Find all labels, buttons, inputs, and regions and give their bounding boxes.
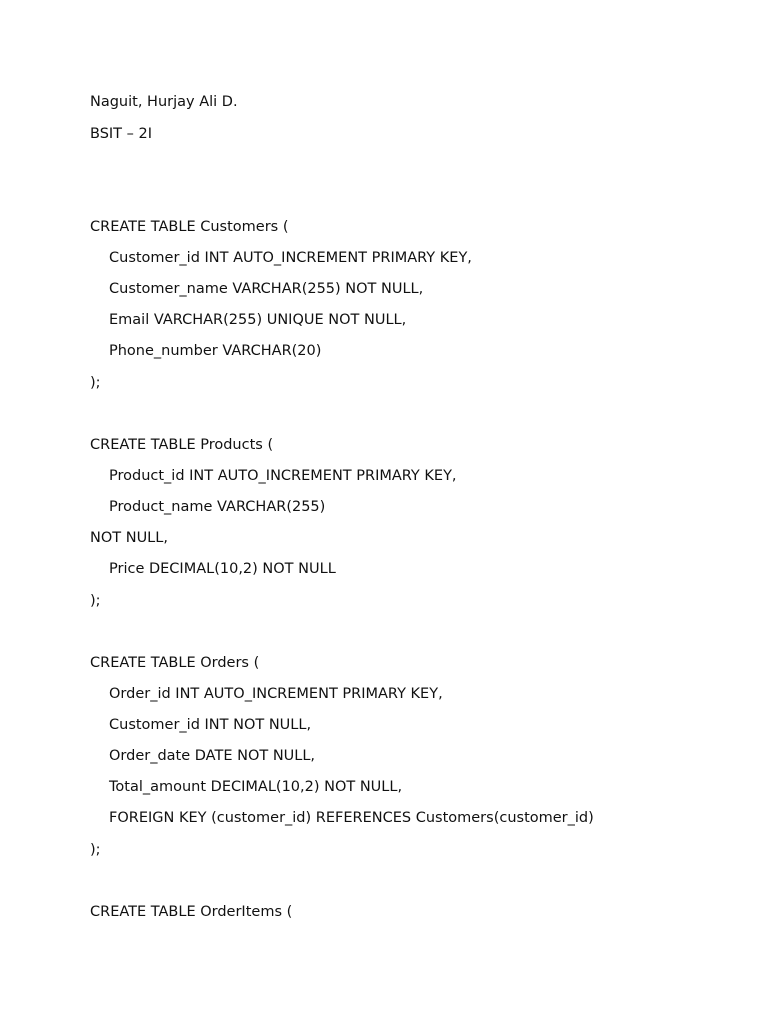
orders-column-line: Customer_id INT NOT NULL,	[109, 717, 312, 733]
customers-column-line: Customer_id INT AUTO_INCREMENT PRIMARY KEY,	[109, 250, 472, 266]
customers-column-line: Customer_name VARCHAR(255) NOT NULL,	[109, 281, 424, 297]
customers-close-statement: );	[90, 375, 101, 391]
student-section: BSIT – 2I	[90, 126, 153, 142]
orders-column-line: Total_amount DECIMAL(10,2) NOT NULL,	[109, 779, 403, 795]
orders-column-line: Order_id INT AUTO_INCREMENT PRIMARY KEY,	[109, 686, 443, 702]
customers-column-line: Email VARCHAR(255) UNIQUE NOT NULL,	[109, 312, 407, 328]
products-column-continuation: NOT NULL,	[90, 530, 168, 546]
products-column-line: Product_id INT AUTO_INCREMENT PRIMARY KEY,	[109, 468, 457, 484]
orders-foreign-key-line: FOREIGN KEY (customer_id) REFERENCES Customers(customer_id)	[109, 810, 594, 826]
orders-column-line: Order_date DATE NOT NULL,	[109, 748, 316, 764]
orderitems-create-statement: CREATE TABLE OrderItems (	[90, 904, 293, 920]
products-create-statement: CREATE TABLE Products (	[90, 437, 274, 453]
customers-create-statement: CREATE TABLE Customers (	[90, 219, 289, 235]
customers-column-line: Phone_number VARCHAR(20)	[109, 343, 322, 359]
products-column-line: Product_name VARCHAR(255)	[109, 499, 326, 515]
products-close-statement: );	[90, 593, 101, 609]
orders-close-statement: );	[90, 842, 101, 858]
orders-create-statement: CREATE TABLE Orders (	[90, 655, 260, 671]
products-column-line: Price DECIMAL(10,2) NOT NULL	[109, 561, 336, 577]
student-name: Naguit, Hurjay Ali D.	[90, 94, 238, 110]
